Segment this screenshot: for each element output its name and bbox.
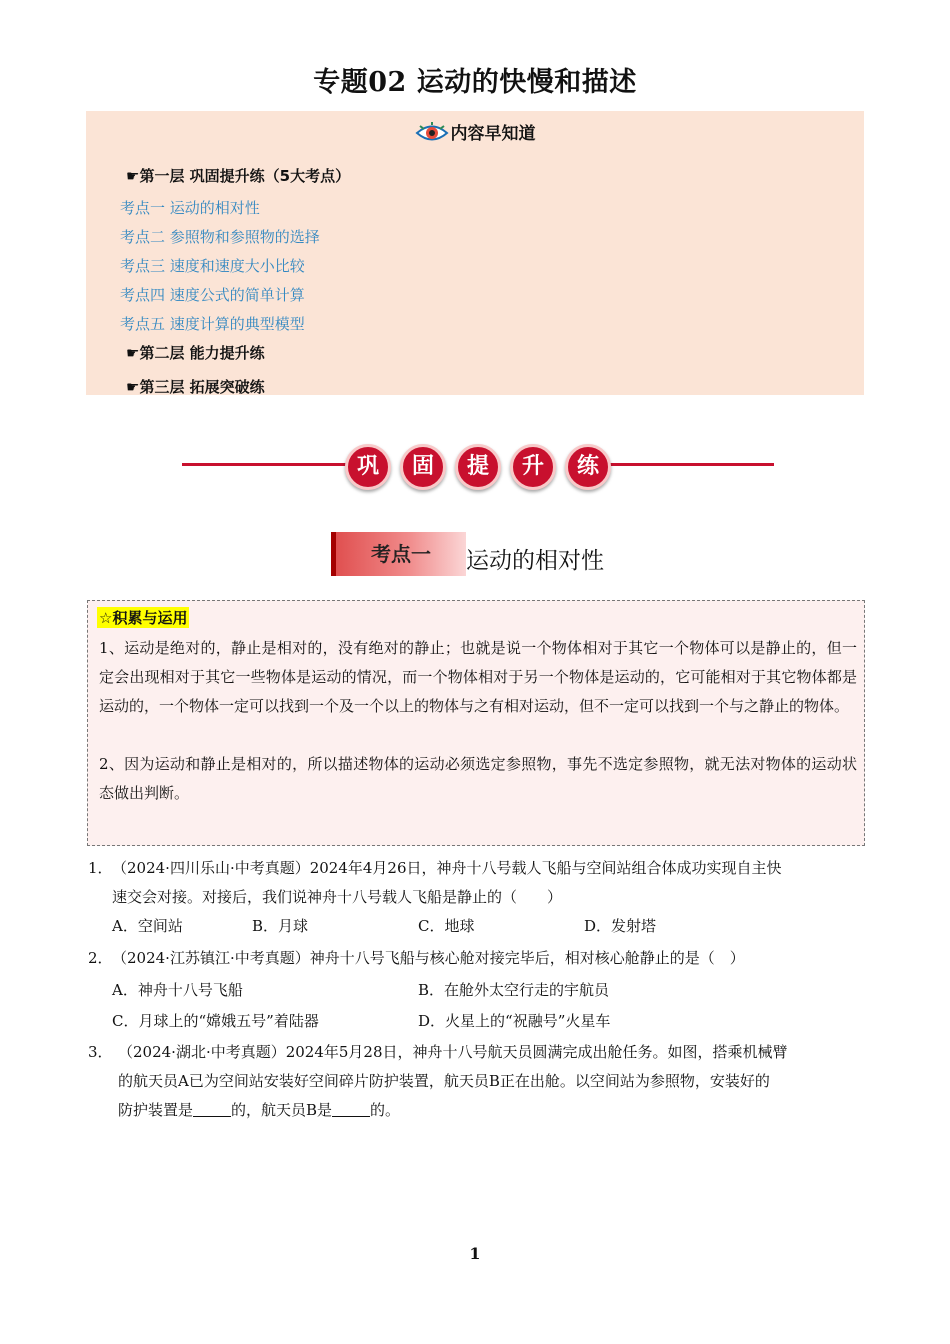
note-tag: ☆积累与运用 (99, 609, 188, 627)
question-1-option-d[interactable]: D．发射塔 (584, 917, 657, 935)
note-paragraph-1: 1、运动是绝对的，静止是相对的，没有绝对的静止；也就是说一个物体相对于其它一个物体可以是静止的，但一定会出现相对于其它一些物体是运动的情况，而一个物体相对于另一个物体是运动的，它可能相对于其它物体都是运动的，一个物体一定可以找到一个及一个以上的物体与之有相对运动，但不一定可以找到一个与之静止的物体。 (99, 639, 857, 715)
banner-char-5: 练 (565, 444, 611, 490)
tier-three-label: ☛第三层 拓展突破练 (126, 378, 265, 396)
toc-point-4[interactable]: 考点四 速度公式的简单计算 (120, 286, 305, 304)
tier-two-label[interactable]: ☛第二层 能力提升练 (126, 344, 265, 362)
question-3-number: 3． (88, 1043, 113, 1061)
knowledge-note-box (87, 600, 865, 846)
question-3-stem-line2: 的航天员A已为空间站安装好空间碎片防护装置，航天员B正在出舱。以空间站为参照物，安装好的 (118, 1072, 770, 1090)
question-2-option-d[interactable]: D．火星上的“祝融号”火星车 (418, 1012, 611, 1030)
question-1-number: 1． (88, 859, 113, 877)
question-1-option-a[interactable]: A．空间站 (112, 917, 183, 935)
banner-line-right (604, 463, 774, 466)
contents-overview-box (86, 111, 864, 395)
toc-point-1[interactable]: 考点一 运动的相对性 (120, 199, 260, 217)
question-2-option-b[interactable]: B．在舱外太空行走的宇航员 (418, 981, 610, 999)
toc-point-2[interactable]: 考点二 参照物和参照物的选择 (120, 228, 320, 246)
question-3-stem-line3 (118, 1096, 400, 1125)
page-number: 1 (469, 1244, 481, 1263)
answer-blank-1[interactable] (193, 1100, 231, 1117)
question-2-number: 2． (88, 949, 113, 967)
banner-char-2: 固 (400, 444, 446, 490)
contents-heading (86, 119, 864, 144)
toc-point-3[interactable]: 考点三 速度和速度大小比较 (120, 257, 305, 275)
question-3-text-c: 的。 (370, 1101, 401, 1119)
note-paragraph-2: 2、因为运动和静止是相对的，所以描述物体的运动必须选定参照物，事先不选定参照物，就无法对物体的运动状态做出判断。 (99, 755, 857, 802)
kaodian-title: 运动的相对性 (466, 548, 604, 574)
question-2-option-a[interactable]: A．神舟十八号飞船 (112, 981, 243, 999)
kaodian-tag: 考点一 (331, 532, 466, 576)
question-1-stem-line2: 速交会对接。对接后，我们说神舟十八号载人飞船是静止的（ ） (112, 888, 563, 906)
eye-icon (415, 122, 449, 144)
question-3-text-a: 防护装置是 (118, 1101, 194, 1119)
question-1-stem-line1: （2024·四川乐山·中考真题）2024年4月26日，神舟十八号载人飞船与空间站组合体成功实现自主快 (112, 859, 782, 877)
question-3-stem-line1: （2024·湖北·中考真题）2024年5月28日，神舟十八号航天员圆满完成出舱任务。如图，搭乘机械臂 (118, 1043, 788, 1061)
tier-one-label[interactable]: ☛第一层 巩固提升练（5大考点） (126, 167, 351, 185)
question-2-option-c[interactable]: C．月球上的“嫦娥五号”着陆器 (112, 1012, 319, 1030)
page-title: 专题02 运动的快慢和描述 (313, 67, 637, 98)
banner-char-3: 提 (455, 444, 501, 490)
question-3-text-b: 的，航天员B是 (231, 1101, 333, 1119)
question-2-stem-line1: （2024·江苏镇江·中考真题）神舟十八号飞船与核心舱对接完毕后，相对核心舱静止的是（ ） (112, 949, 745, 967)
question-1-option-c[interactable]: C．地球 (418, 917, 475, 935)
banner-line-left (182, 463, 348, 466)
question-1-option-b[interactable]: B．月球 (252, 917, 309, 935)
answer-blank-2[interactable] (332, 1100, 370, 1117)
banner-char-1: 巩 (345, 444, 391, 490)
banner-char-4: 升 (510, 444, 556, 490)
contents-heading-text: 内容早知道 (450, 124, 536, 144)
toc-point-5[interactable]: 考点五 速度计算的典型模型 (120, 315, 305, 333)
